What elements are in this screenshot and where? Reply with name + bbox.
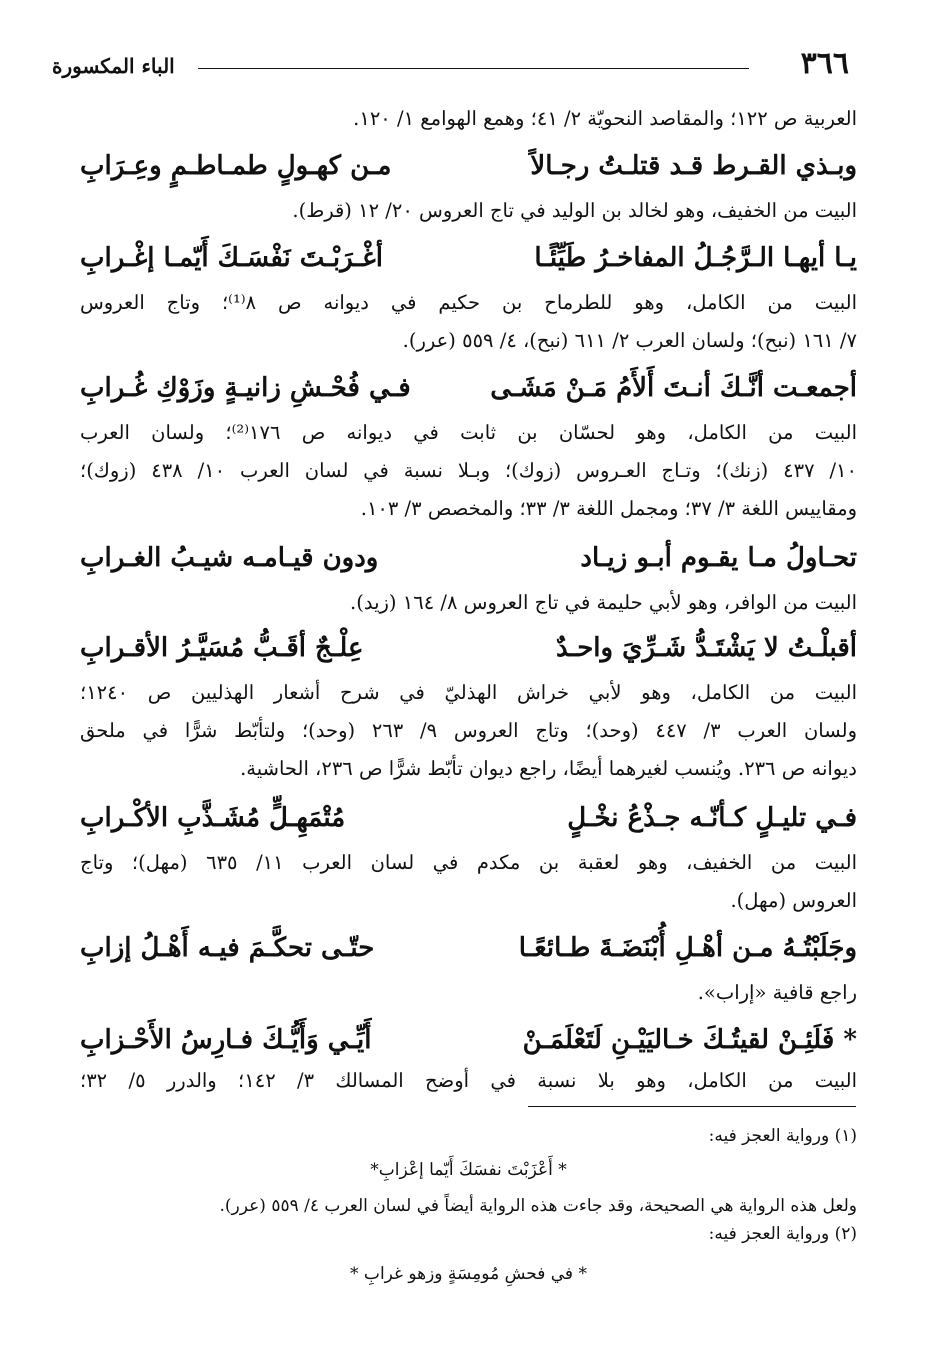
verse-second-hemistich: أَيِّـي وَأَيُّـكَ فـارِسُ الأَحْـزابِ <box>80 1025 372 1055</box>
verse-second-hemistich: فـي فُحْـشِ زانيـةٍ وزَوْكِ غُـرابِ <box>80 373 411 403</box>
commentary-line: العروس (مهل). <box>730 889 857 912</box>
running-header-title: الباء المكسورة <box>52 54 175 78</box>
header-rule <box>198 68 749 69</box>
verse-first-hemistich: وجَلَبْتُـهُ مـن أهْـلِ أُبْنَضَـةَ طـائعًـا <box>518 933 857 963</box>
commentary-line: ٧/ ١٦١ (نبح)؛ ولسان العرب ٢/ ٦١١ (نبح)، ٤/ ٥٥٩ (عرر). <box>402 329 857 352</box>
verse-first-hemistich: وبـذي القـرط قـد قتلـتُ رجـالاً <box>530 151 857 181</box>
commentary-line: ومقاييس اللغة ٣/ ٣٧؛ ومجمل اللغة ٣/ ٣٣؛ والمخصص ٣/ ١٠٣. <box>360 497 857 520</box>
commentary-line: ولسان العرب ٣/ ٤٤٧ (وحد)؛ وتاج العروس ٩/ ٢٦٣ (وحد)؛ ولتأبّط شرًّا في ملحق <box>80 719 857 742</box>
commentary-line: راجع قافية «إراب». <box>697 981 857 1004</box>
verse-first-hemistich: * فَلَئِـنْ لقيتُـكَ خـاليَيْـنِ لَتَعْلَمَـنْ <box>522 1025 857 1055</box>
footnote-intro: (٢) ورواية العجز فيه: <box>708 1224 857 1244</box>
footnote-verse: * أَعْزَبْتَ نفسَكَ أَيّما إعْزابِ* <box>370 1160 567 1180</box>
verse-second-hemistich: أغْـرَبْـتَ نَفْسَـكَ أَيّمـا إغْـرابِ <box>80 243 383 273</box>
verse-first-hemistich: أقبلْـتُ لا يَشْتَـدُّ شَـرِّيَ واحـدٌ <box>555 633 857 663</box>
commentary-line: البيت من الكامل، وهو لأبي خراش الهذليّ في شرح أشعار الهذليين ص ١٢٤٠؛ <box>80 681 857 704</box>
commentary-line: البيت من الخفيف، وهو لعقبة بن مكدم في لسان العرب ١١/ ٦٣٥ (مهل)؛ وتاج <box>80 851 857 874</box>
commentary-line: البيت من الخفيف، وهو لخالد بن الوليد في تاج العروس ٢٠/ ١٢ (قرط). <box>292 199 857 222</box>
commentary-line: ديوانه ص ٢٣٦. ويُنسب لغيرهما أيضًا، راجع ديوان تأبّط شرًّا ص ٢٣٦، الحاشية. <box>240 757 857 780</box>
verse-first-hemistich: أجمعـت أنَّـكَ أنـتَ أَلأَمُ مَـنْ مَشَـى <box>490 373 857 403</box>
verse-first-hemistich: تحـاولُ مـا يقـوم أبـو زيـاد <box>580 543 857 573</box>
verse-first-hemistich: يـا أيهـا الـرَّجُـلُ المفاخـرُ طَيِّئًـا <box>534 243 857 273</box>
verse-second-hemistich: حتّـى تحكَّـمَ فيـه أَهْـلُ إزابِ <box>80 933 375 963</box>
footnote-note: ولعل هذه الرواية هي الصحيحة، وقد جاءت هذه الرواية أيضاً في لسان العرب ٤/ ٥٥٩ (عرر). <box>219 1196 857 1216</box>
footnote-separator <box>528 1106 856 1107</box>
page-number: ٣٦٦ <box>800 46 849 81</box>
commentary-line: البيت من الكامل، وهو لحسّان بن ثابت في ديوانه ص ١٧٦⁽²⁾؛ ولسان العرب <box>80 421 857 444</box>
commentary-line: العربية ص ١٢٢؛ والمقاصد النحويّة ٢/ ٤١؛ وهمع الهوامع ١/ ١٢٠. <box>353 107 857 130</box>
verse-second-hemistich: ودون قيـامـه شيـبُ الغـرابِ <box>80 543 379 573</box>
footnote-intro: (١) ورواية العجز فيه: <box>708 1126 857 1146</box>
commentary-line: البيت من الكامل، وهو بلا نسبة في أوضح المسالك ٣/ ١٤٢؛ والدرر ٥/ ٣٢؛ <box>80 1069 857 1092</box>
footnote-verse: * في فحشِ مُومِسَةٍ وزهو غرابِ * <box>350 1264 587 1284</box>
commentary-line: ١٠/ ٤٣٧ (زنك)؛ وتـاج العـروس (زوك)؛ وبـلا نسبة في لسان العرب ١٠/ ٤٣٨ (زوك)؛ <box>80 459 857 482</box>
verse-second-hemistich: مـن كهـولٍ طمـاطـمٍ وعِـرَابِ <box>80 151 392 181</box>
commentary-line: البيت من الوافر، وهو لأبي حليمة في تاج العروس ٨/ ١٦٤ (زيد). <box>350 591 857 614</box>
verse-second-hemistich: مُتْمَهِـلٍّ مُشَـذَّبِ الأكْـرابِ <box>80 803 346 833</box>
commentary-line: البيت من الكامل، وهو للطرماح بن حكيم في ديوانه ص ٨⁽¹⁾؛ وتاج العروس <box>80 291 857 314</box>
verse-first-hemistich: فـي تليـلٍ كـأنّـه جـذْعُ نخْـلٍ <box>567 803 857 833</box>
verse-second-hemistich: عِلْـجٌ أقَـبُّ مُسَيَّـرُ الأقـرابِ <box>80 633 364 663</box>
